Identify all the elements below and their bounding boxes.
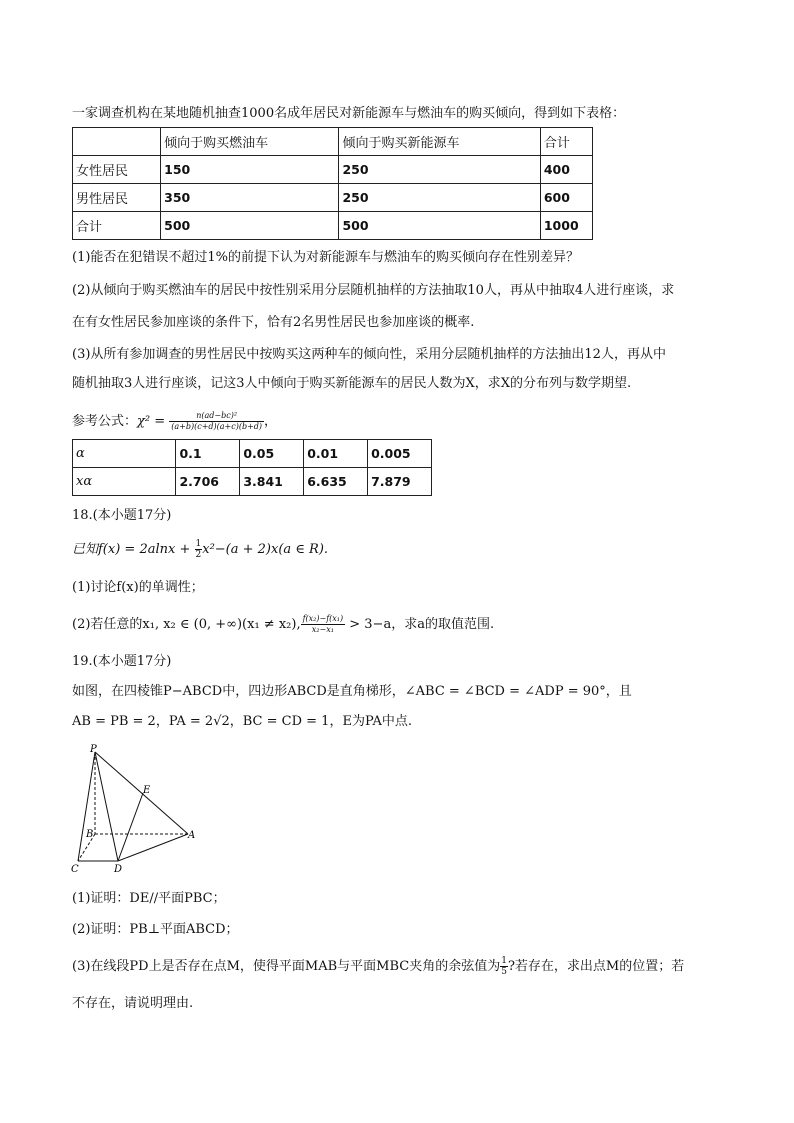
- table-cell: 男性居民: [73, 184, 161, 212]
- table-cell: 女性居民: [73, 156, 161, 184]
- table-cell: 250: [339, 156, 540, 184]
- label-c: C: [71, 864, 79, 875]
- q18-part2-b: > 3−a，求a的取值范围.: [349, 617, 495, 632]
- table-cell: 合计: [540, 128, 592, 156]
- table-cell: 0.1: [176, 440, 240, 468]
- critical-value-table: [72, 439, 432, 496]
- table-row: [73, 468, 432, 496]
- table-cell: 1000: [540, 212, 592, 240]
- intro-text: 一家调查机构在某地随机抽查1000名成年居民对新能源车与燃油车的购买倾向，得到如下表格：: [72, 106, 626, 121]
- label-a: A: [188, 830, 196, 841]
- table-row: [73, 184, 593, 212]
- table-cell: 0.05: [240, 440, 304, 468]
- table-row: [73, 128, 593, 156]
- q18-stem-b: x²−(a + 2)x(a ∈ R).: [202, 542, 329, 557]
- table-row: [73, 156, 593, 184]
- table-cell: 400: [540, 156, 592, 184]
- half-denominator: 2: [195, 550, 202, 560]
- q19-fraction: [500, 956, 508, 977]
- q18-stem-a: 已知f(x) = 2alnx +: [72, 542, 191, 557]
- q18-stem: [72, 538, 328, 562]
- table-cell: [73, 128, 161, 156]
- table-cell: 2.706: [176, 468, 240, 496]
- q19-part2: (2)证明：PB⊥平面ABCD；: [72, 922, 239, 937]
- q17-part3-line1: (3)从所有参加调查的男性居民中按购买这两种车的倾向性，采用分层随机抽样的方法抽出12人，再从中: [72, 347, 666, 362]
- table-row: [73, 212, 593, 240]
- label-e: E: [143, 785, 151, 796]
- edge-pa: [95, 752, 188, 834]
- label-b: B: [86, 829, 94, 840]
- table-cell: 合计: [73, 212, 161, 240]
- table-cell: 倾向于购买新能源车: [339, 128, 540, 156]
- pyramid-figure: [68, 740, 208, 878]
- q18-part1: (1)讨论f(x)的单调性；: [72, 580, 204, 595]
- table-cell: 7.879: [368, 468, 432, 496]
- q17-part2-line2: 在有女性居民参加座谈的条件下，恰有2名男性居民也参加座谈的概率.: [72, 315, 475, 330]
- q17-part1: (1)能否在犯错误不超过1%的前提下认为对新能源车与燃油车的购买倾向存在性别差异？: [72, 250, 580, 265]
- q18-part2: [72, 612, 494, 638]
- formula-label: 参考公式：: [72, 414, 138, 429]
- table-cell: 500: [339, 212, 540, 240]
- q17-part3-line2: 随机抽取3人进行座谈，记这3人中倾向于购买新能源车的居民人数为X，求X的分布列与数学期望.: [72, 376, 632, 391]
- q18-part2-a: (2)若任意的x₁, x₂ ∈ (0, +∞)(x₁ ≠ x₂),: [72, 617, 301, 632]
- formula-tail: ，: [264, 414, 278, 429]
- q17-part2-line1: (2)从倾向于购买燃油车的居民中按性别采用分层随机抽样的方法抽取10人，再从中抽取4人进行座谈，求: [72, 283, 675, 298]
- q19-denominator: 5: [501, 967, 507, 977]
- table-cell: 0.01: [304, 440, 368, 468]
- q19-part1: (1)证明：DE//平面PBC；: [72, 891, 226, 906]
- q19-part3-b: ?若存在，求出点M的位置；若: [507, 959, 685, 974]
- edge-pd: [95, 752, 118, 861]
- edge-pc: [78, 752, 95, 861]
- survey-table: [72, 127, 593, 240]
- edge-de: [118, 793, 143, 861]
- table-cell: 600: [540, 184, 592, 212]
- table-cell: xα: [73, 468, 176, 496]
- table-cell: 倾向于购买燃油车: [161, 128, 339, 156]
- half-numerator: 1: [195, 539, 202, 549]
- q19-part3-line2: 不存在，请说明理由.: [72, 996, 194, 1011]
- label-d: D: [114, 864, 123, 875]
- reference-formula: [72, 408, 277, 436]
- q18-title: 18.(本小题17分): [72, 508, 172, 523]
- table-cell: α: [73, 440, 176, 468]
- q19-title: 19.(本小题17分): [72, 654, 172, 669]
- edge-da: [118, 834, 188, 861]
- table-cell: 250: [339, 184, 540, 212]
- q18-denominator: x₂−x₁: [311, 625, 334, 634]
- q18-numerator: f(x₂)−f(x₁): [302, 614, 344, 623]
- table-cell: 3.841: [240, 468, 304, 496]
- formula-denominator: (a+b)(c+d)(a+c)(b+d): [171, 422, 263, 431]
- q19-part3-line1: [72, 954, 684, 980]
- q18-fraction: [301, 614, 346, 635]
- formula-numerator: n(ad−bc)²: [169, 411, 264, 422]
- formula-lhs: χ² =: [137, 414, 166, 429]
- q19-stem2: AB = PB = 2，PA = 2√2，BC = CD = 1，E为PA中点.: [72, 714, 413, 729]
- q19-stem1: 如图，在四棱锥P−ABCD中，四边形ABCD是直角梯形，∠ABC = ∠BCD = ∠ADP = 90°，且: [72, 684, 632, 699]
- label-p: P: [90, 744, 97, 755]
- q19-numerator: 1: [501, 956, 507, 966]
- table-cell: 500: [161, 212, 339, 240]
- formula-fraction: [169, 411, 264, 432]
- table-cell: 6.635: [304, 468, 368, 496]
- q19-part3-a: (3)在线段PD上是否存在点M，使得平面MAB与平面MBC夹角的余弦值为: [72, 959, 501, 974]
- table-cell: 350: [161, 184, 339, 212]
- table-row: [73, 440, 432, 468]
- table-cell: 0.005: [368, 440, 432, 468]
- table-cell: 150: [161, 156, 339, 184]
